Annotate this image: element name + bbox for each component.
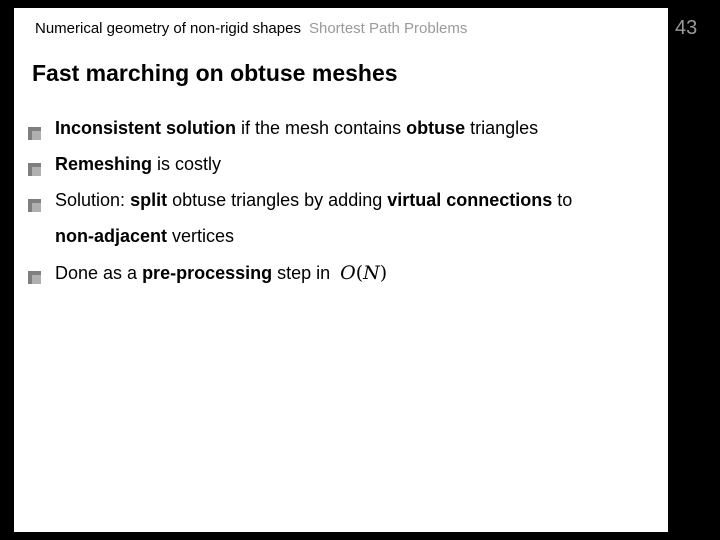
bullet-3-continuation [55,226,234,247]
square-bullet-icon [28,127,44,143]
bullet-1 [55,118,538,139]
bullet-4-part-1: Done as a [55,263,143,283]
big-o-formula [340,262,387,284]
slide-title: Fast marching on obtuse meshes [32,60,398,86]
bullet-3-cont-part-2: vertices [167,226,235,246]
slide-panel [14,8,668,532]
slide-header [35,20,467,37]
bullet-3-cont-part-1: non-adjacent [55,226,168,246]
formula-variable: N [363,262,380,284]
bullet-4-part-3: step in [272,263,331,283]
big-o-symbol: O [340,262,356,284]
bullet-3-part-2: split [130,190,168,210]
course-title: Numerical geometry of non-rigid shapes [35,20,301,37]
bullet-3 [55,190,572,211]
slide-number: 43 [675,17,698,39]
section-title: Shortest Path Problems [308,20,468,37]
bullet-3-part-3: obtuse triangles by adding [167,190,388,210]
bullet-2 [55,154,221,175]
formula-close-paren: ) [379,262,388,284]
bullet-3-part-1: Solution: [55,190,131,210]
bullet-3-part-4: virtual connections [387,190,553,210]
bullet-3-part-5: to [552,190,573,210]
bullet-1-part-3: obtuse [406,118,466,138]
formula-open-paren: ( [355,262,364,284]
bullet-1-part-2: if the mesh contains [236,118,407,138]
square-bullet-icon [28,199,44,215]
bullet-1-part-1: Inconsistent solution [55,118,237,138]
square-bullet-icon [28,271,44,287]
bullet-4-part-2: pre-processing [142,263,273,283]
bullet-2-part-1: Remeshing [55,154,153,174]
bullet-1-part-4: triangles [465,118,539,138]
bullet-2-part-2: is costly [152,154,222,174]
bullet-4 [55,262,387,284]
square-bullet-icon [28,163,44,179]
